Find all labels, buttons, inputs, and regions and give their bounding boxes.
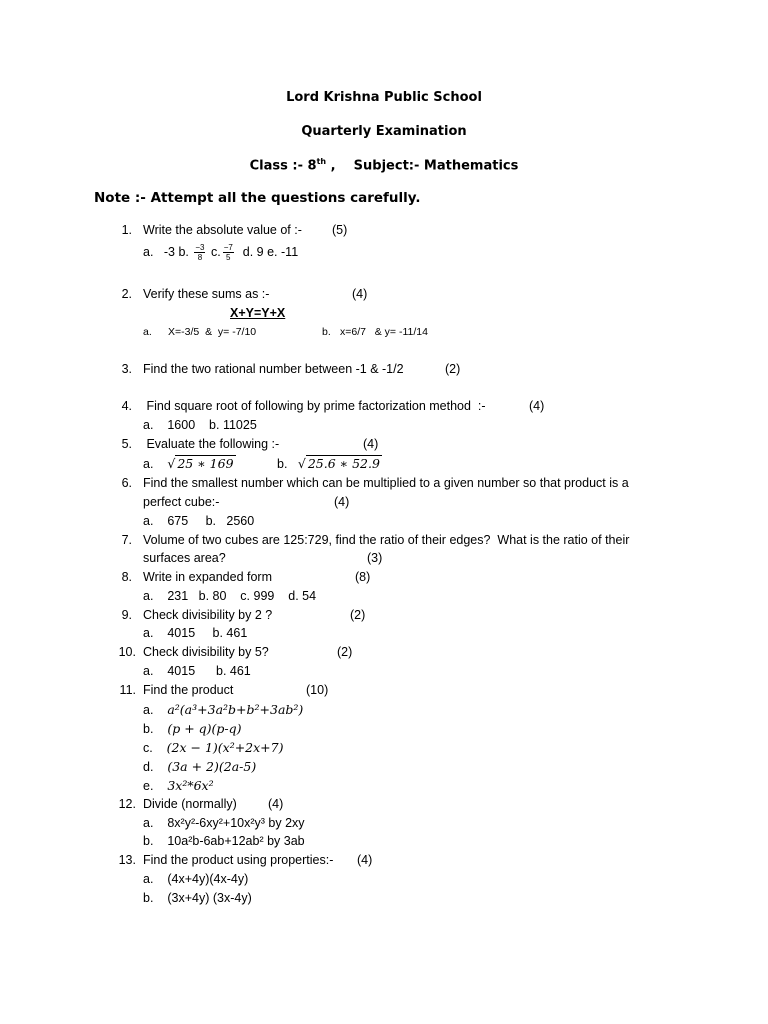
q5-number: 5.: [121, 437, 132, 451]
q2-formula: X+Y=Y+X: [230, 306, 286, 320]
q2-b-text: x=6/7 & y= -11/14: [340, 326, 428, 338]
q7-marks: (3): [367, 551, 383, 565]
q5-a-label: a.: [143, 457, 154, 471]
q8-a-label: a.: [143, 589, 154, 603]
q2-text: Verify these sums as :-: [143, 287, 270, 301]
q1-rest: d. 9 e. -11: [242, 244, 299, 259]
q11-item-d: d. (3a + 2)(2a-5): [143, 759, 257, 774]
q13-number: 13.: [118, 853, 136, 867]
q3-marks: (2): [445, 362, 461, 376]
q9-marks: (2): [350, 608, 366, 622]
q2-marks: (4): [352, 287, 368, 301]
q5-options: [143, 456, 236, 471]
q10-a-label: a.: [143, 664, 154, 678]
q11-item-e: e. 3x²*6x²: [143, 778, 214, 793]
q5-a-sqrt: √ 25 ∗ 169: [167, 456, 234, 471]
exam-title: Quarterly Examination: [301, 124, 467, 139]
q4-a-label: a.: [143, 418, 154, 432]
q10-options: [143, 664, 251, 678]
q4-marks: (4): [529, 399, 545, 413]
q6-a-text: 675 b. 2560: [167, 514, 255, 528]
instructions-note: Note :- Attempt all the questions carefully.: [94, 190, 421, 206]
q8-text: Write in expanded form: [143, 570, 272, 584]
q5-b-sqrt: √ 25.6 ∗ 52.9: [297, 456, 380, 471]
q1-c-fraction: $\frac{-7}{5}$: [223, 243, 233, 262]
q2-b-label: b.: [322, 326, 331, 338]
q11-marks: (10): [306, 683, 329, 697]
class-sup: th: [316, 157, 327, 166]
q13-marks: (4): [357, 853, 373, 867]
q7-number: 7.: [121, 533, 132, 547]
q11-item-b: b. (p + q)(p-q): [143, 721, 242, 736]
school-name: Lord Krishna Public School: [286, 90, 482, 105]
q5-b: [277, 456, 382, 471]
q12-text: Divide (normally): [143, 797, 237, 811]
q13-text: Find the product using properties:-: [143, 853, 334, 867]
q8-marks: (8): [355, 570, 371, 584]
q1-c-label: c.: [210, 244, 221, 259]
q4-text: Find square root of following by prime factorization method :-: [143, 399, 486, 413]
q12-marks: (4): [268, 797, 284, 811]
q12-number: 12.: [118, 797, 136, 811]
q11-item-c: c. (2x − 1)(x²+2x+7): [143, 740, 284, 755]
q6-number: 6.: [121, 476, 132, 490]
q5-marks: (4): [363, 437, 379, 451]
q6-marks: (4): [334, 495, 350, 509]
q9-a-label: a.: [143, 626, 154, 640]
q1-a-text: -3 b.: [163, 244, 189, 259]
q1-options: [143, 243, 298, 262]
q13-item-a: a. (4x+4y)(4x-4y): [143, 872, 249, 886]
q6-a-label: a.: [143, 514, 154, 528]
q3-text: Find the two rational number between -1 & -1/2: [143, 362, 404, 376]
q1-b-fraction: $\frac{-3}{8}$: [195, 243, 205, 262]
q1-a-label: a.: [143, 244, 154, 259]
q5-b-label: b.: [277, 457, 288, 471]
q2-a-text: X=-3/5 & y= -7/10: [168, 326, 257, 338]
class-label: Class :- 8: [249, 158, 317, 174]
q1-number: 1.: [121, 223, 132, 237]
q9-number: 9.: [121, 608, 132, 622]
q9-options: [143, 626, 247, 640]
q1-marks: (5): [332, 223, 348, 237]
subject-label: , Subject:- Mathematics: [326, 158, 519, 174]
q4-a-text: 1600 b. 11025: [167, 418, 257, 432]
q10-text: Check divisibility by 5?: [143, 645, 269, 659]
q9-text: Check divisibility by 2 ?: [143, 608, 273, 622]
q7-text-1: Volume of two cubes are 125:729, find the ratio of their edges? What is the ratio of their: [143, 533, 630, 547]
q8-number: 8.: [121, 570, 132, 584]
q3-number: 3.: [121, 362, 132, 376]
q11-item-a: a. a²(a³+3a²b+b²+3ab²): [143, 702, 304, 717]
class-subject-line: [0, 157, 768, 173]
q2-a-label: a.: [143, 326, 152, 338]
q13-item-b: b. (3x+4y) (3x-4y): [143, 891, 252, 905]
q1-text: Write the absolute value of :-: [143, 223, 302, 237]
q10-a-text: 4015 b. 461: [167, 664, 251, 678]
q12-item-a: a. 8x²y²-6xy²+10x²y³ by 2xy: [143, 816, 305, 830]
q4-options: [143, 418, 257, 432]
q2-number: 2.: [121, 287, 132, 301]
q7-text-2: surfaces area?: [143, 551, 226, 565]
q5-text: Evaluate the following :-: [143, 437, 280, 451]
q8-options: [143, 589, 316, 603]
q10-marks: (2): [337, 645, 353, 659]
q6-options: [143, 514, 254, 528]
q9-a-text: 4015 b. 461: [167, 626, 248, 640]
q11-text: Find the product: [143, 683, 234, 697]
q12-item-b: b. 10a²b-6ab+12ab² by 3ab: [143, 834, 305, 848]
q6-text-2: perfect cube:-: [143, 495, 220, 509]
q6-text-1: Find the smallest number which can be multiplied to a given number so that product is a: [143, 476, 629, 490]
q8-a-text: 231 b. 80 c. 999 d. 54: [167, 589, 317, 603]
q11-number: 11.: [119, 683, 136, 697]
q4-number: 4.: [121, 399, 132, 413]
q10-number: 10.: [118, 645, 136, 659]
